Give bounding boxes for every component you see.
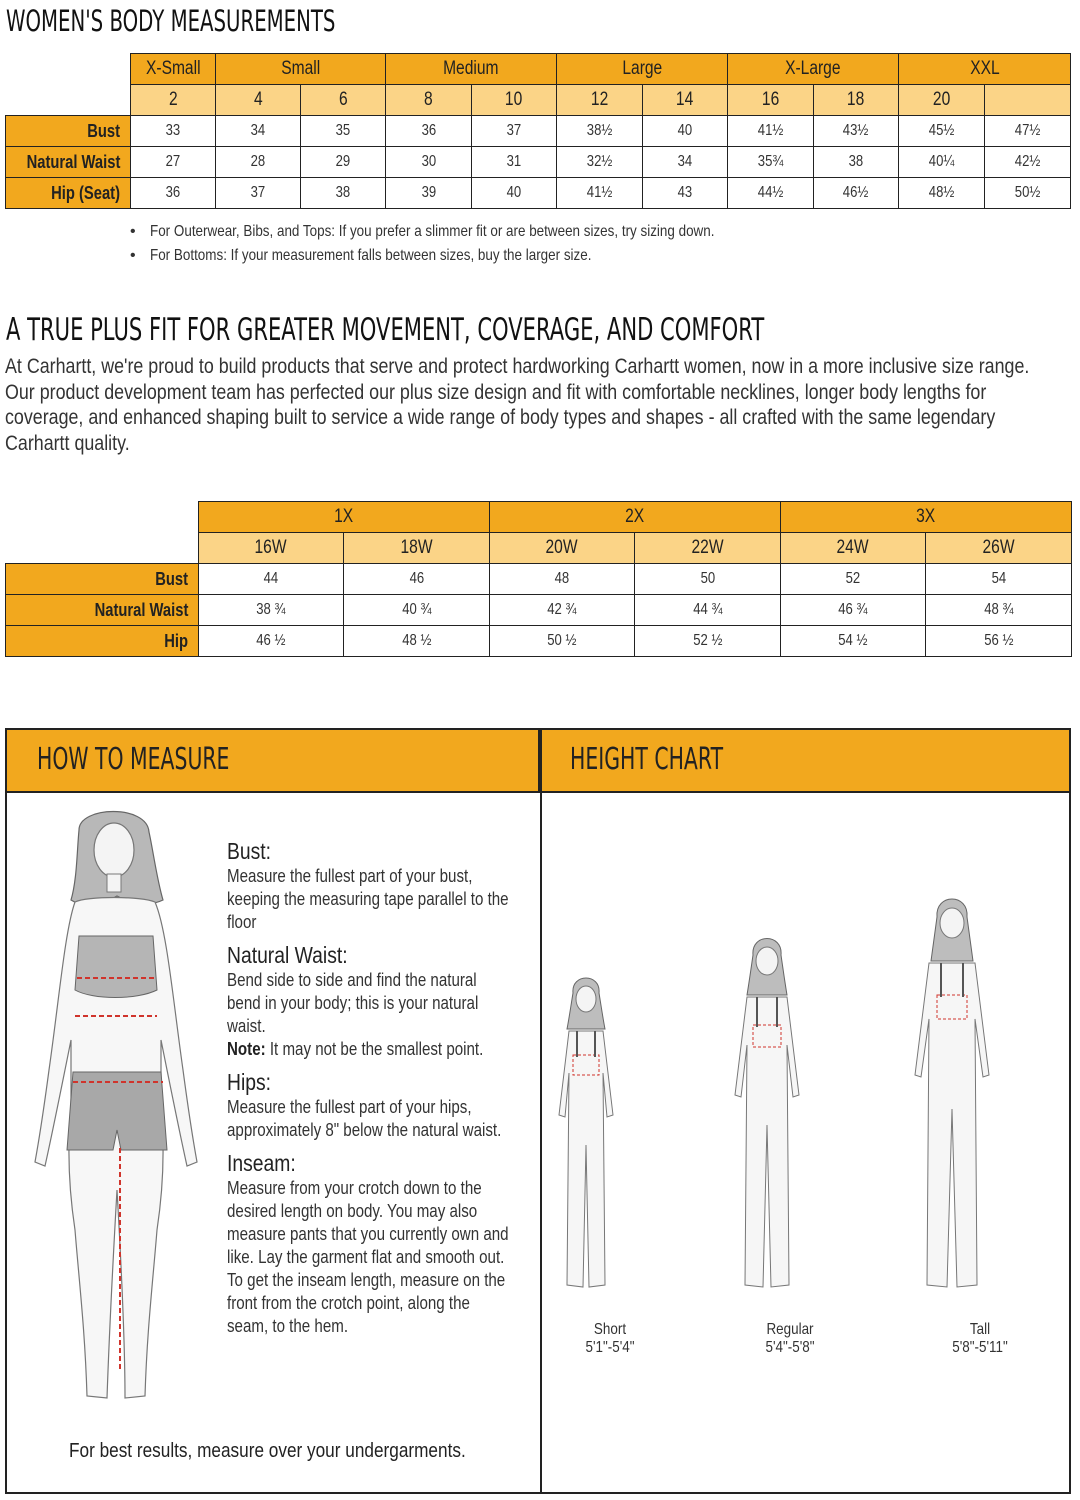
table-cell: 40¼ [899,147,985,178]
table-cell: 29 [301,147,386,178]
table-cell: 52 ½ [635,626,781,657]
row-label: Natural Waist [6,147,131,178]
sizing-notes [130,220,822,268]
table-cell: 41½ [557,178,643,209]
size-number: 10 [472,85,557,116]
table-cell: 40 [643,116,728,147]
table-cell: 48 ½ [344,626,490,657]
size-number: 26W [926,533,1072,564]
table-cell: 32½ [557,147,643,178]
table-cell: 33 [131,116,216,147]
table-cell: 43½ [814,116,899,147]
measure-instructions [227,838,527,1346]
height-chart-header: HEIGHT CHART [540,730,1069,793]
table-cell: 35¾ [728,147,814,178]
row-label: Bust [6,116,131,147]
table-cell: 35 [301,116,386,147]
size-number: 8 [386,85,472,116]
bust-text: Measure the fullest part of your bust, keeping the measuring tape parallel to the floor [227,866,509,932]
women-hip-row [6,178,1071,209]
table-cell: 54 [926,564,1072,595]
size-number: 18 [814,85,899,116]
size-number: 22W [635,533,781,564]
women-bust-row [6,116,1071,147]
table-cell: 47½ [985,116,1071,147]
table-cell: 34 [643,147,728,178]
size-number: 4 [216,85,301,116]
size-number: 18W [344,533,490,564]
table-cell: 50 [635,564,781,595]
size-number: 14 [643,85,728,116]
hips-instruction [227,1069,527,1142]
table-cell: 54 ½ [781,626,926,657]
plus-size-row [6,533,1072,564]
table-cell: 48 [490,564,635,595]
tall-figure-icon [907,895,997,1315]
bust-instruction [227,838,527,934]
size-number: 6 [301,85,386,116]
table-cell: 37 [472,116,557,147]
size-group-header: 3X [781,502,1072,533]
size-group-header: Large [557,54,728,85]
size-group-header: 1X [199,502,490,533]
table-cell: 50 ½ [490,626,635,657]
size-number: 20 [899,85,985,116]
table-cell: 38 ¾ [199,595,344,626]
women-waist-row [6,147,1071,178]
table-cell: 34 [216,116,301,147]
table-cell: 44½ [728,178,814,209]
size-group-header: Medium [386,54,557,85]
panel-divider [540,730,542,1492]
size-number: 16W [199,533,344,564]
table-cell: 44 ¾ [635,595,781,626]
table-cell: 46 ¾ [781,595,926,626]
size-group-header: Small [216,54,386,85]
regular-figure-icon [727,935,807,1315]
inseam-text: Measure from your crotch down to the desired length on body. You may also measure pants that you currently own and like. Lay the garment flat and smooth out. To get the inseam length, measure on the front from the crotch point, along the seam, to the hem. [227,1178,509,1336]
height-caption-short: Short 5'1"-5'4" [585,1321,635,1356]
plus-hip-row [6,626,1072,657]
table-cell: 30 [386,147,472,178]
measure-height-panel [5,728,1071,1494]
women-title: WOMEN'S BODY MEASUREMENTS [6,4,336,38]
inseam-instruction [227,1150,527,1338]
table-cell: 46½ [814,178,899,209]
table-cell: 44 [199,564,344,595]
women-size-row [6,85,1071,116]
plus-size-table [5,501,1072,657]
hips-text: Measure the fullest part of your hips, approximately 8" below the natural waist. [227,1097,502,1140]
plus-group-row [6,502,1072,533]
height-caption-regular: Regular 5'4"-5'8" [765,1321,815,1356]
row-label: Hip (Seat) [6,178,131,209]
plus-title: A TRUE PLUS FIT FOR GREATER MOVEMENT, COVERAGE, AND COMFORT [6,312,765,348]
table-cell: 48 ¾ [926,595,1072,626]
table-cell: 42½ [985,147,1071,178]
size-group-header: X-Small [131,54,216,85]
table-cell: 27 [131,147,216,178]
table-cell: 36 [386,116,472,147]
note-item: • For Outerwear, Bibs, and Tops: If you prefer a slimmer fit or are between sizes, try sizing down. [130,220,822,244]
table-cell: 50½ [985,178,1071,209]
table-cell: 28 [216,147,301,178]
table-cell: 38 [301,178,386,209]
table-cell: 37 [216,178,301,209]
table-cell: 40 [472,178,557,209]
table-cell: 31 [472,147,557,178]
size-number: 24W [781,533,926,564]
bust-heading: Bust: [227,838,272,864]
size-number: 12 [557,85,643,116]
table-cell: 56 ½ [926,626,1072,657]
table-cell: 46 [344,564,490,595]
woman-measure-figure-icon [17,810,217,1420]
women-group-row [6,54,1071,85]
table-cell: 42 ¾ [490,595,635,626]
table-cell: 41½ [728,116,814,147]
size-number: 16 [728,85,814,116]
size-number: 20W [490,533,635,564]
table-cell: 46 ½ [199,626,344,657]
size-group-header: X-Large [728,54,899,85]
plus-bust-row [6,564,1072,595]
size-group-header: 2X [490,502,781,533]
table-cell: 43 [643,178,728,209]
size-number: 2 [131,85,216,116]
row-label: Natural Waist [6,595,199,626]
hips-heading: Hips: [227,1069,272,1095]
table-cell: 52 [781,564,926,595]
waist-heading: Natural Waist: [227,942,348,968]
table-cell: 38 [814,147,899,178]
note-item: • For Bottoms: If your measurement falls between sizes, buy the larger size. [130,244,822,268]
table-cell: 45½ [899,116,985,147]
waist-text: Bend side to side and find the natural bend in your body; this is your natural waist. Note: It may not be the smallest point. [227,970,484,1059]
table-cell: 38½ [557,116,643,147]
inseam-heading: Inseam: [227,1150,296,1176]
plus-paragraph: At Carhartt, we're proud to build products that serve and protect hardworking Carhartt women, now in a more inclusive size range. Our product development team has perfected our plus size design and fit with comfortable necklines, longer body lengths for coverage, and enhanced shaping built to service a wide range of body types and shapes - all crafted with the same legendary Carhartt quality. [5,355,1030,455]
plus-waist-row [6,595,1072,626]
size-group-header: XXL [899,54,1071,85]
height-caption-tall: Tall 5'8"-5'11" [952,1321,1008,1356]
short-figure-icon [551,975,621,1315]
table-cell: 36 [131,178,216,209]
waist-instruction [227,942,527,1061]
how-to-measure-header: HOW TO MEASURE [7,730,540,793]
women-size-table [5,53,1071,209]
row-label: Bust [6,564,199,595]
table-cell: 40 ¾ [344,595,490,626]
table-cell: 48½ [899,178,985,209]
best-results-note: For best results, measure over your undergarments. [69,1440,466,1462]
row-label: Hip [6,626,199,657]
size-number [985,85,1071,116]
table-cell: 39 [386,178,472,209]
